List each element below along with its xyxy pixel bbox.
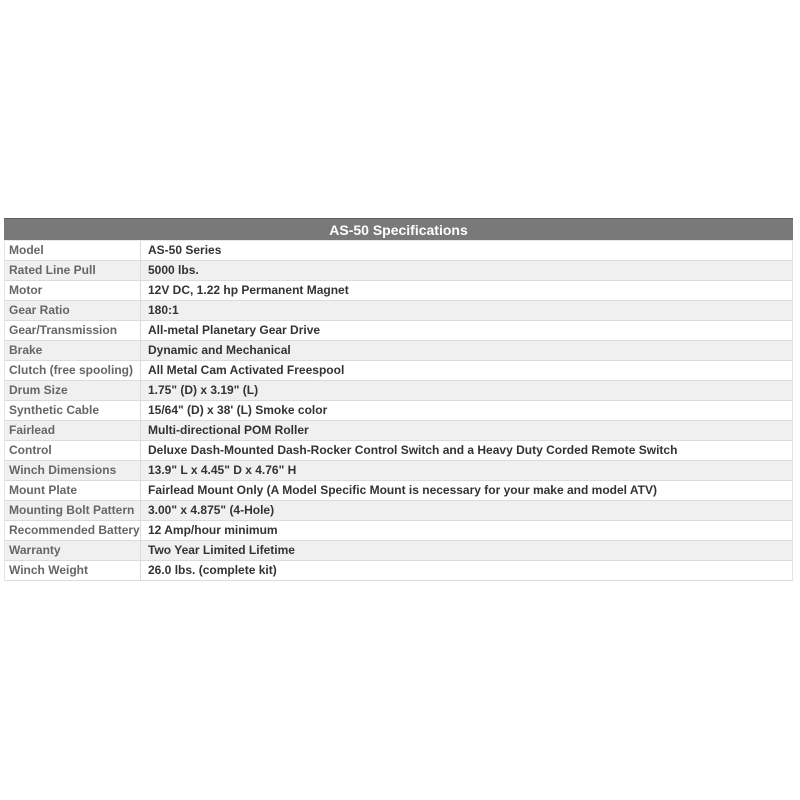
- spec-value: 180:1: [148, 303, 179, 317]
- spec-label: Recommended Battery: [5, 521, 141, 540]
- spec-value: All-metal Planetary Gear Drive: [148, 323, 321, 337]
- spec-label: Drum Size: [5, 381, 141, 400]
- spec-label: Model: [5, 241, 141, 260]
- table-row-control: [5, 440, 792, 460]
- table-row-gear-ratio: [5, 300, 792, 320]
- spec-label: Rated Line Pull: [5, 261, 141, 280]
- spec-label: Winch Dimensions: [5, 461, 141, 480]
- table-body: [4, 240, 793, 581]
- table-row-motor: [5, 280, 792, 300]
- spec-value: Dynamic and Mechanical: [148, 343, 291, 357]
- table-row-winch-dimensions: [5, 460, 792, 480]
- spec-value: Two Year Limited Lifetime: [148, 543, 295, 557]
- spec-label: Clutch (free spooling): [5, 361, 141, 380]
- table-row-gear-transmission: [5, 320, 792, 340]
- table-row-recommended-battery: [5, 520, 792, 540]
- spec-value: Deluxe Dash-Mounted Dash-Rocker Control Switch and a Heavy Duty Corded Remote Switch: [148, 443, 678, 457]
- spec-value: 12 Amp/hour minimum: [148, 523, 278, 537]
- table-row-rated-line-pull: [5, 260, 792, 280]
- table-title: AS-50 Specifications: [4, 218, 793, 240]
- table-row-fairlead: [5, 420, 792, 440]
- spec-label: Fairlead: [5, 421, 141, 440]
- spec-label: Warranty: [5, 541, 141, 560]
- specifications-table: [4, 218, 793, 581]
- spec-value: AS-50 Series: [148, 243, 222, 257]
- spec-label: Mounting Bolt Pattern: [5, 501, 141, 520]
- spec-label: Motor: [5, 281, 141, 300]
- spec-value: 5000 lbs.: [148, 263, 199, 277]
- table-row-mounting-bolt-pattern: [5, 500, 792, 520]
- spec-label: Gear Ratio: [5, 301, 141, 320]
- spec-value: 12V DC, 1.22 hp Permanent Magnet: [148, 283, 349, 297]
- table-row-model: [5, 240, 792, 260]
- spec-value: Multi-directional POM Roller: [148, 423, 309, 437]
- spec-label: Control: [5, 441, 141, 460]
- spec-label: Mount Plate: [5, 481, 141, 500]
- table-row-drum-size: [5, 380, 792, 400]
- spec-value: 15/64" (D) x 38' (L) Smoke color: [148, 403, 328, 417]
- spec-value: 3.00" x 4.875" (4-Hole): [148, 503, 275, 517]
- spec-label: Synthetic Cable: [5, 401, 141, 420]
- spec-value: 13.9" L x 4.45" D x 4.76" H: [148, 463, 297, 477]
- spec-label: Winch Weight: [5, 561, 141, 580]
- table-row-clutch: [5, 360, 792, 380]
- spec-value: Fairlead Mount Only (A Model Specific Mount is necessary for your make and model ATV): [148, 483, 657, 497]
- spec-value: 1.75" (D) x 3.19" (L): [148, 383, 259, 397]
- spec-label: Brake: [5, 341, 141, 360]
- spec-value: All Metal Cam Activated Freespool: [148, 363, 345, 377]
- table-row-mount-plate: [5, 480, 792, 500]
- spec-value: 26.0 lbs. (complete kit): [148, 563, 277, 577]
- table-row-warranty: [5, 540, 792, 560]
- table-row-synthetic-cable: [5, 400, 792, 420]
- spec-label: Gear/Transmission: [5, 321, 141, 340]
- table-row-brake: [5, 340, 792, 360]
- table-row-winch-weight: [5, 560, 792, 580]
